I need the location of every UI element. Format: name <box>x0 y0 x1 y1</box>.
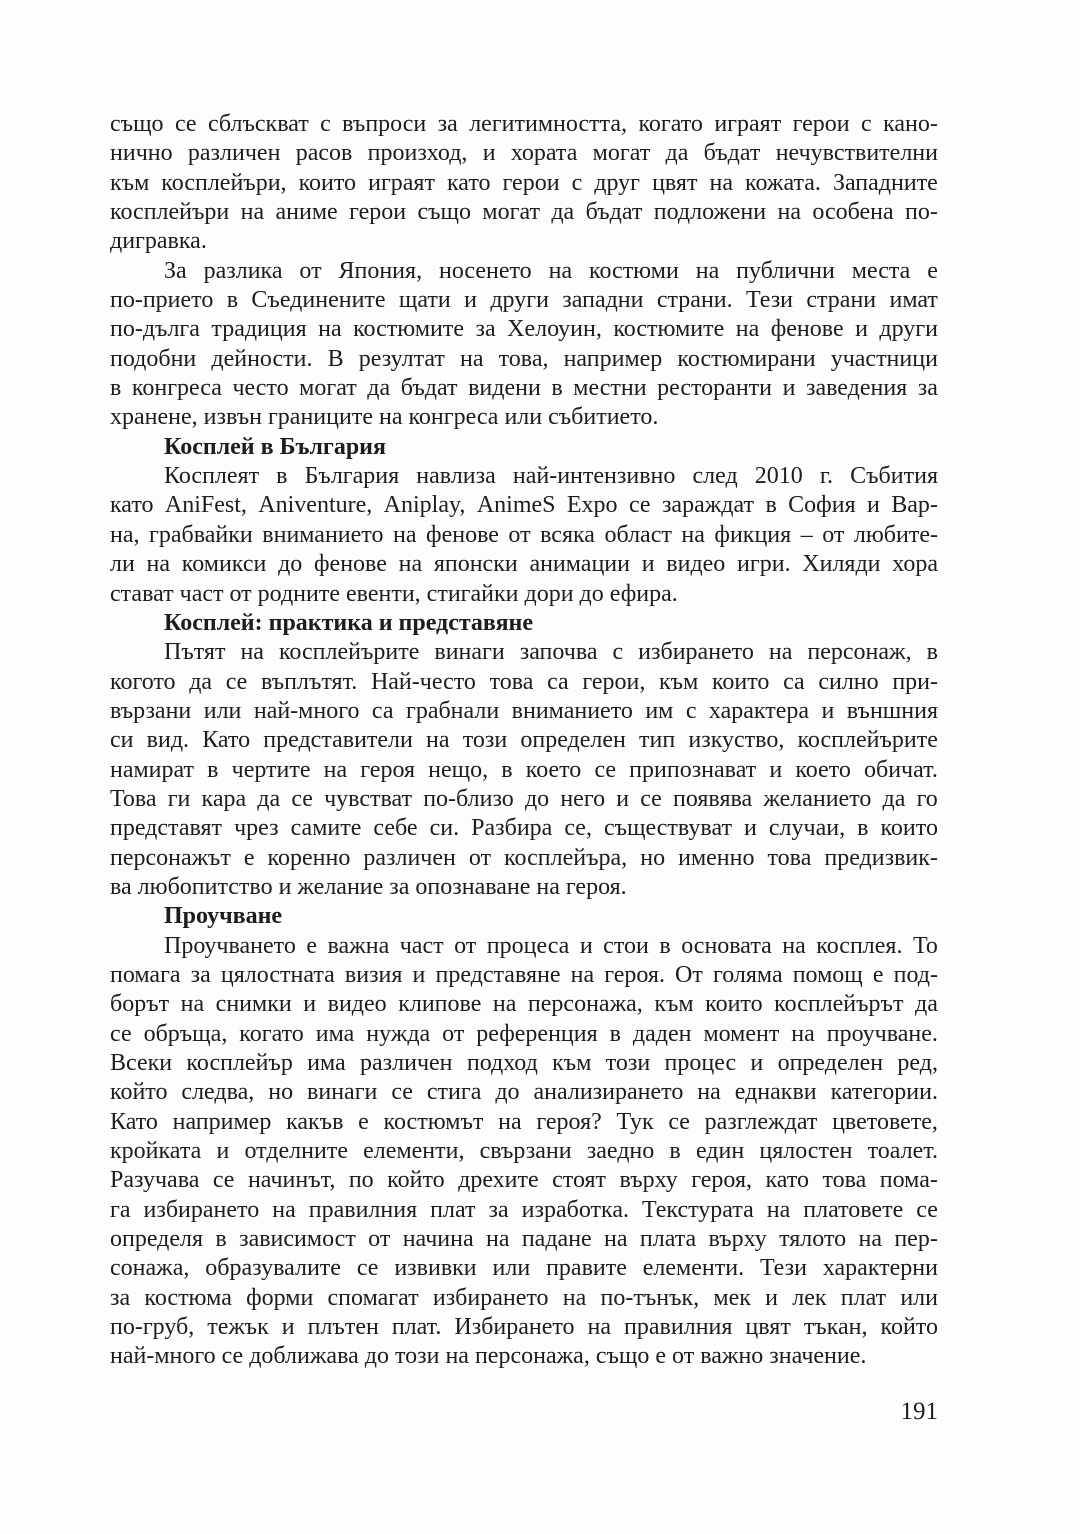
text-line: когото да се въплътят. Най-често това са герои, към които са силно при- <box>110 668 938 695</box>
text-line: персонажът е коренно различен от косплейъра, но именно това предизвик- <box>110 844 938 871</box>
text-line: като AniFest, Aniventure, Aniplay, AnimeS Expo се зараждат в София и Вар- <box>110 492 938 519</box>
text-line: по-груб, тежък и плътен плат. Избирането на правилния цвят тъкан, който <box>110 1314 938 1341</box>
section-heading: Косплей в България <box>164 433 386 460</box>
text-line: също се сблъскват с въпроси за легитимността, когато играят герои с кано- <box>110 111 938 137</box>
text-line: Пътят на косплейърите винаги започва с избирането на персонаж, в <box>164 639 938 666</box>
text-line: вързани или най-много са грабнали вниманието им с характера и външния <box>110 697 938 724</box>
paragraph <box>110 932 938 1372</box>
text-line: дигравка. <box>110 228 207 255</box>
text-line: стават част от родните евенти, стигайки дори до ефира. <box>110 580 678 607</box>
text-line: най-много се доближава до този на персонажа, също е от важно значение. <box>110 1343 867 1370</box>
text-line: косплейъри на аниме герои също могат да бъдат подложени на особена по- <box>110 199 938 226</box>
text-line: представят чрез самите себе си. Разбира се, съществуват и случаи, в които <box>110 815 938 842</box>
text-line: към косплейъри, които играят като герои с друг цвят на кожата. Западните <box>110 169 938 196</box>
text-line: кройката и отделните елементи, свързани заедно в един цялостен тоалет. <box>110 1138 938 1165</box>
text-line: в конгреса често могат да бъдат видени в местни ресторанти и заведения за <box>110 375 938 402</box>
text-line: За разлика от Япония, носенето на костюми на публични места е <box>164 257 938 284</box>
text-line: ва любопитство и желание за опознаване на героя. <box>110 873 627 900</box>
text-line: подобни дейности. В резултат на това, например костюмирани участници <box>110 345 938 372</box>
text-line: Това ги кара да се чувстват по-близо до него и се появява желанието да го <box>110 785 938 812</box>
paragraph <box>110 110 938 257</box>
text-line: намират в чертите на героя нещо, в което се припознават и което обичат. <box>110 756 938 783</box>
text-line: хранене, извън границите на конгреса или събитието. <box>110 404 659 431</box>
text-line: за костюма форми спомагат избирането на по-тънък, мек и лек плат или <box>110 1284 938 1311</box>
text-line: си вид. Като представители на този определен тип изкуство, косплейърите <box>110 727 938 754</box>
paragraph <box>110 257 938 433</box>
text-line: се обръща, когато има нужда от референция в даден момент на проучване. <box>110 1020 938 1047</box>
text-line: който следва, но винаги се стига до анализирането на еднакви категории. <box>110 1079 938 1106</box>
section-heading: Проучване <box>164 903 283 930</box>
text-line: Разучава се начинът, по който дрехите стоят върху героя, като това пома- <box>110 1167 938 1194</box>
text-line: определя в зависимост от начина на падане на плата върху тялото на пер- <box>110 1226 938 1253</box>
text-column <box>110 110 938 1372</box>
text-line: Проучването е важна част от процеса и стои в основата на косплея. То <box>164 932 938 959</box>
text-line: Всеки косплейър има различен подход към този процес и определен ред, <box>110 1050 938 1076</box>
text-line: на, грабвайки вниманието на фенове от всяка област на фикция – от любите- <box>110 521 938 548</box>
text-line: помага за цялостната визия и представяне на героя. От голяма помощ е под- <box>110 961 938 988</box>
section-heading: Косплей: практика и представяне <box>164 609 534 636</box>
text-line: сонажа, образувалите се извивки или правите елементи. Тези характерни <box>110 1255 938 1282</box>
paragraph <box>110 462 938 609</box>
page-number: 191 <box>900 1398 938 1425</box>
text-line: по-прието в Съединените щати и други западни страни. Тези страни имат <box>110 287 938 314</box>
text-line: Като например какъв е костюмът на героя? Тук се разглеждат цветовете, <box>110 1108 938 1135</box>
paragraph <box>110 638 938 902</box>
text-line: Косплеят в България навлиза най-интензивно след 2010 г. Събития <box>164 463 938 490</box>
text-line: га избирането на правилния плат за изработка. Текстурата на платовете се <box>110 1196 938 1223</box>
text-line: нично различен расов произход, и хората могат да бъдат нечувствителни <box>110 140 938 167</box>
text-line: по-дълга традиция на костюмите за Хелоуин, костюмите на фенове и други <box>110 316 938 343</box>
text-line: борът на снимки и видео клипове на персонажа, към които косплейърът да <box>110 991 938 1018</box>
text-line: ли на комикси до фенове на японски анимации и видео игри. Хиляди хора <box>110 551 938 578</box>
